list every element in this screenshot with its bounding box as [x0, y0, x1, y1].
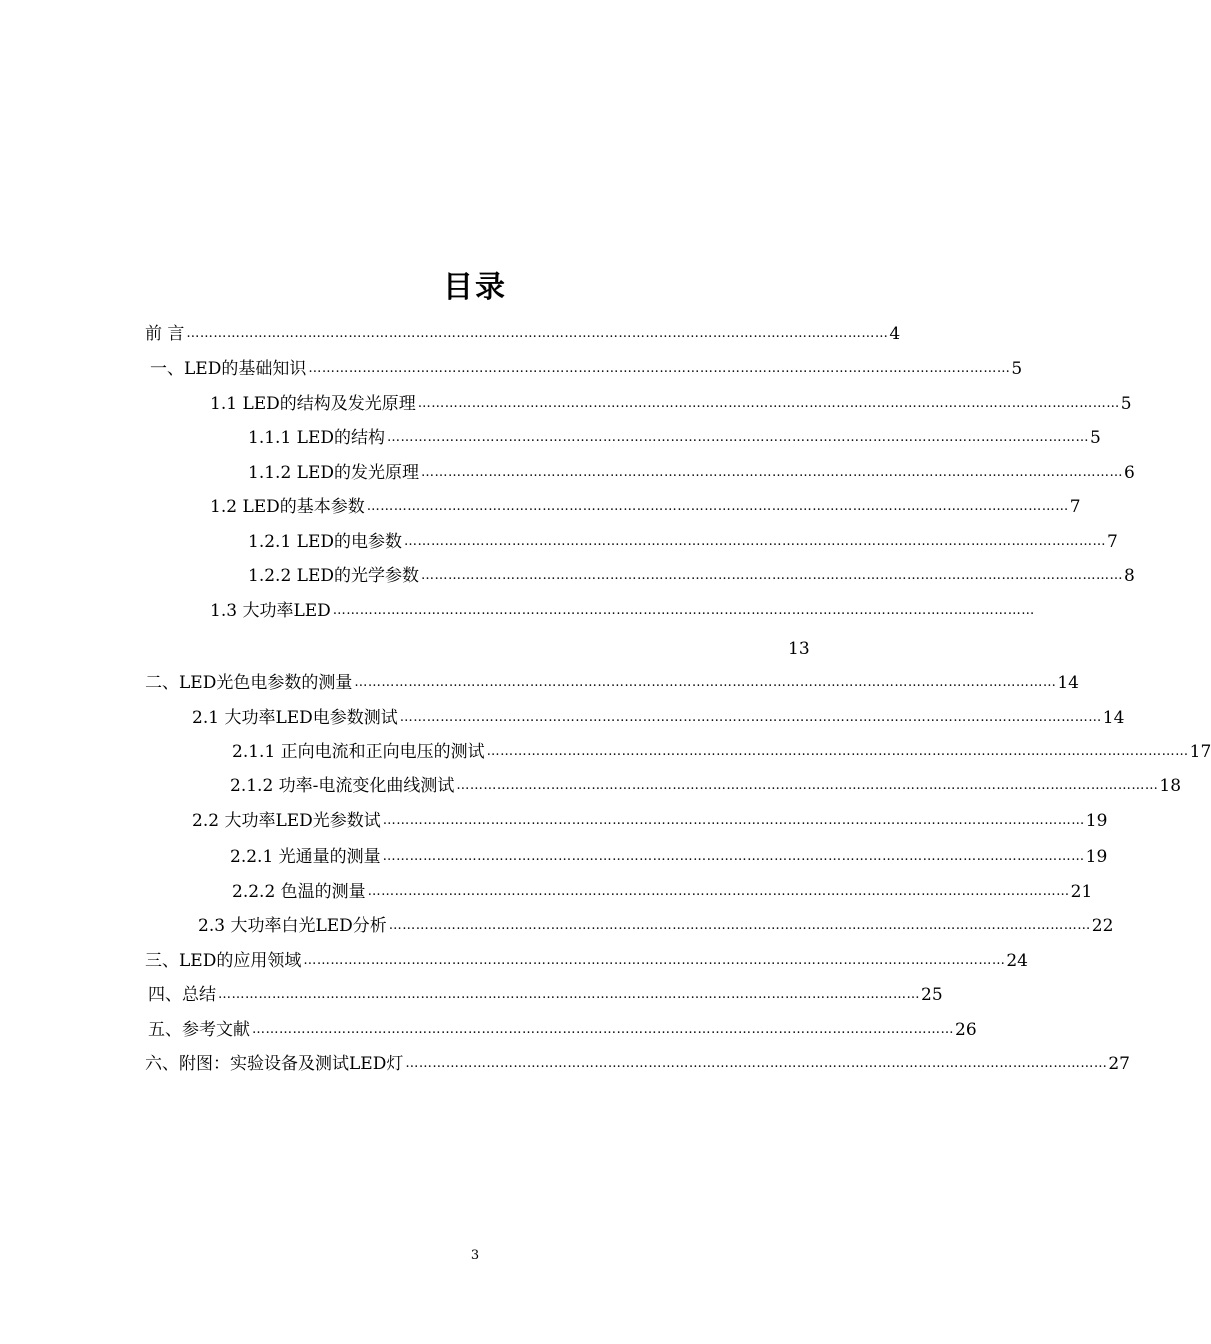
toc-leader-dots: ………………………………………………………………………………………………………………………………………… [382, 813, 1085, 828]
toc-entry-chapter-2[interactable] [145, 671, 1079, 695]
toc-leader-dots: ………………………………………………………………………………………………………………………………………… [421, 465, 1123, 480]
toc-leader-dots: ………………………………………………………………………………………………………………………………………… [417, 396, 1120, 411]
toc-entry-page: 25 [921, 985, 943, 1005]
toc-entry-page: 27 [1108, 1054, 1130, 1074]
toc-entry-chapter-5[interactable] [148, 1018, 977, 1042]
toc-entry-1-2-1[interactable] [248, 530, 1118, 554]
toc-leader-dots: ………………………………………………………………………………………………………………………………………… [388, 918, 1091, 933]
toc-entry-label: 2.2 大功率LED光参数试 [192, 811, 381, 831]
toc-leader-dots: ………………………………………………………………………………………………………………………………………… [366, 499, 1069, 514]
toc-entry-page: 14 [1102, 708, 1125, 728]
toc-entry-page: 19 [1085, 847, 1108, 867]
toc-leader-dots: ………………………………………………………………………………………………………………………………………… [387, 430, 1089, 445]
toc-leader-dots: ………………………………………………………………………………………………………………………………………… [405, 1056, 1108, 1071]
toc-entry-page: 17 [1189, 742, 1211, 762]
toc-entry-2-1-2[interactable] [230, 774, 1182, 798]
toc-entry-page: 18 [1159, 776, 1182, 796]
toc-entry-2-2-2[interactable] [232, 880, 1093, 904]
toc-entry-label: 一、LED的基础知识 [150, 359, 307, 379]
toc-leader-dots: ………………………………………………………………………………………………………………………………………… [354, 675, 1057, 690]
toc-entry-label: 2.2.1 光通量的测量 [230, 847, 381, 867]
toc-entry-page: 19 [1085, 811, 1108, 831]
toc-leader-dots: ………………………………………………………………………………………………………………………………………… [186, 326, 889, 341]
toc-entry-2-3[interactable] [198, 914, 1114, 938]
toc-entry-label: 2.2.2 色温的测量 [232, 882, 366, 902]
toc-entry-label: 1.2 LED的基本参数 [210, 497, 365, 517]
toc-entry-chapter-1[interactable] [150, 357, 1023, 381]
toc-entry-page: 6 [1124, 463, 1135, 483]
toc-entry-page: 7 [1069, 497, 1081, 517]
toc-entry-label: 三、LED的应用领域 [145, 951, 302, 971]
toc-entry-label: 2.1.1 正向电流和正向电压的测试 [232, 742, 485, 762]
toc-entry-label: 前 言 [145, 324, 185, 344]
toc-entry-1-1[interactable] [210, 392, 1132, 416]
toc-entry-1-3-page: 13 [788, 639, 810, 659]
toc-entry-label: 六、附图：实验设备及测试LED灯 [145, 1054, 404, 1074]
toc-entry-label: 2.3 大功率白光LED分析 [198, 916, 387, 936]
toc-entry-1-2[interactable] [210, 495, 1081, 519]
toc-entry-label: 1.2.1 LED的电参数 [248, 532, 402, 552]
toc-entry-label: 2.1 大功率LED电参数测试 [192, 708, 398, 728]
toc-leader-dots: ………………………………………………………………………………………………………………………………………… [218, 987, 920, 1002]
toc-leader-dots: ………………………………………………………………………………………………………………………………………… [421, 568, 1123, 583]
toc-entry-page: 5 [1011, 359, 1023, 379]
toc-leader-dots: ………………………………………………………………………………………………………………………………………… [456, 778, 1159, 793]
toc-entry-page: 8 [1124, 566, 1135, 586]
toc-leader-dots: ………………………………………………………………………………………………………………………………………… [486, 744, 1189, 759]
toc-entry-label: 1.2.2 LED的光学参数 [248, 566, 419, 586]
toc-entry-chapter-4[interactable] [148, 983, 943, 1007]
toc-entry-page: 24 [1006, 951, 1028, 971]
toc-entry-2-2-1[interactable] [230, 845, 1108, 869]
toc-entry-chapter-3[interactable] [145, 949, 1028, 973]
toc-entry-page: 26 [955, 1020, 977, 1040]
toc-leader-dots: ………………………………………………………………………………………………………………………………………… [399, 710, 1102, 725]
toc-entry-page: 4 [889, 324, 901, 344]
toc-entry-label: 四、总结 [148, 985, 216, 1005]
toc-entry-label: 1.3 大功率LED [210, 601, 331, 621]
toc-entry-page: 5 [1090, 428, 1101, 448]
toc-leader-dots: ………………………………………………………………………………………………………………………………………… [382, 849, 1085, 864]
toc-entry-page: 7 [1107, 532, 1118, 552]
toc-entry-page: 5 [1120, 394, 1132, 414]
toc-entry-page: 22 [1091, 916, 1114, 936]
toc-leader-dots: ………………………………………………………………………………………………………………………………………… [404, 534, 1106, 549]
toc-entry-label: 1.1.2 LED的发光原理 [248, 463, 419, 483]
toc-entry-2-1-1[interactable] [232, 740, 1211, 764]
page-title: 目录 [443, 270, 507, 305]
toc-entry-chapter-6[interactable] [145, 1052, 1130, 1076]
toc-entry-1-3[interactable] [210, 599, 1035, 623]
toc-entry-page: 21 [1070, 882, 1093, 902]
toc-entry-label: 二、LED光色电参数的测量 [145, 673, 353, 693]
toc-entry-2-2[interactable] [192, 809, 1108, 833]
toc-entry-label: 1.1.1 LED的结构 [248, 428, 385, 448]
toc-entry-preface[interactable] [145, 322, 901, 346]
toc-entry-label: 2.1.2 功率-电流变化曲线测试 [230, 776, 455, 796]
toc-entry-1-2-2[interactable] [248, 564, 1135, 588]
toc-entry-label: 五、参考文献 [148, 1020, 250, 1040]
toc-leader-dots: ………………………………………………………………………………………………………………………………………… [308, 361, 1011, 376]
toc-leader-dots: ………………………………………………………………………………………………………………………………………… [303, 953, 1006, 968]
toc-entry-label: 1.1 LED的结构及发光原理 [210, 394, 416, 414]
toc-entry-1-1-1[interactable] [248, 426, 1101, 450]
toc-leader-dots: ………………………………………………………………………………………………………………………………………… [332, 603, 1035, 618]
toc-entry-page: 14 [1057, 673, 1079, 693]
toc-entry-1-1-2[interactable] [248, 461, 1135, 485]
footer-page-number: 3 [470, 1248, 480, 1263]
toc-leader-dots: ………………………………………………………………………………………………………………………………………… [367, 884, 1070, 899]
toc-entry-2-1[interactable] [192, 706, 1125, 730]
toc-leader-dots: ………………………………………………………………………………………………………………………………………… [252, 1022, 954, 1037]
